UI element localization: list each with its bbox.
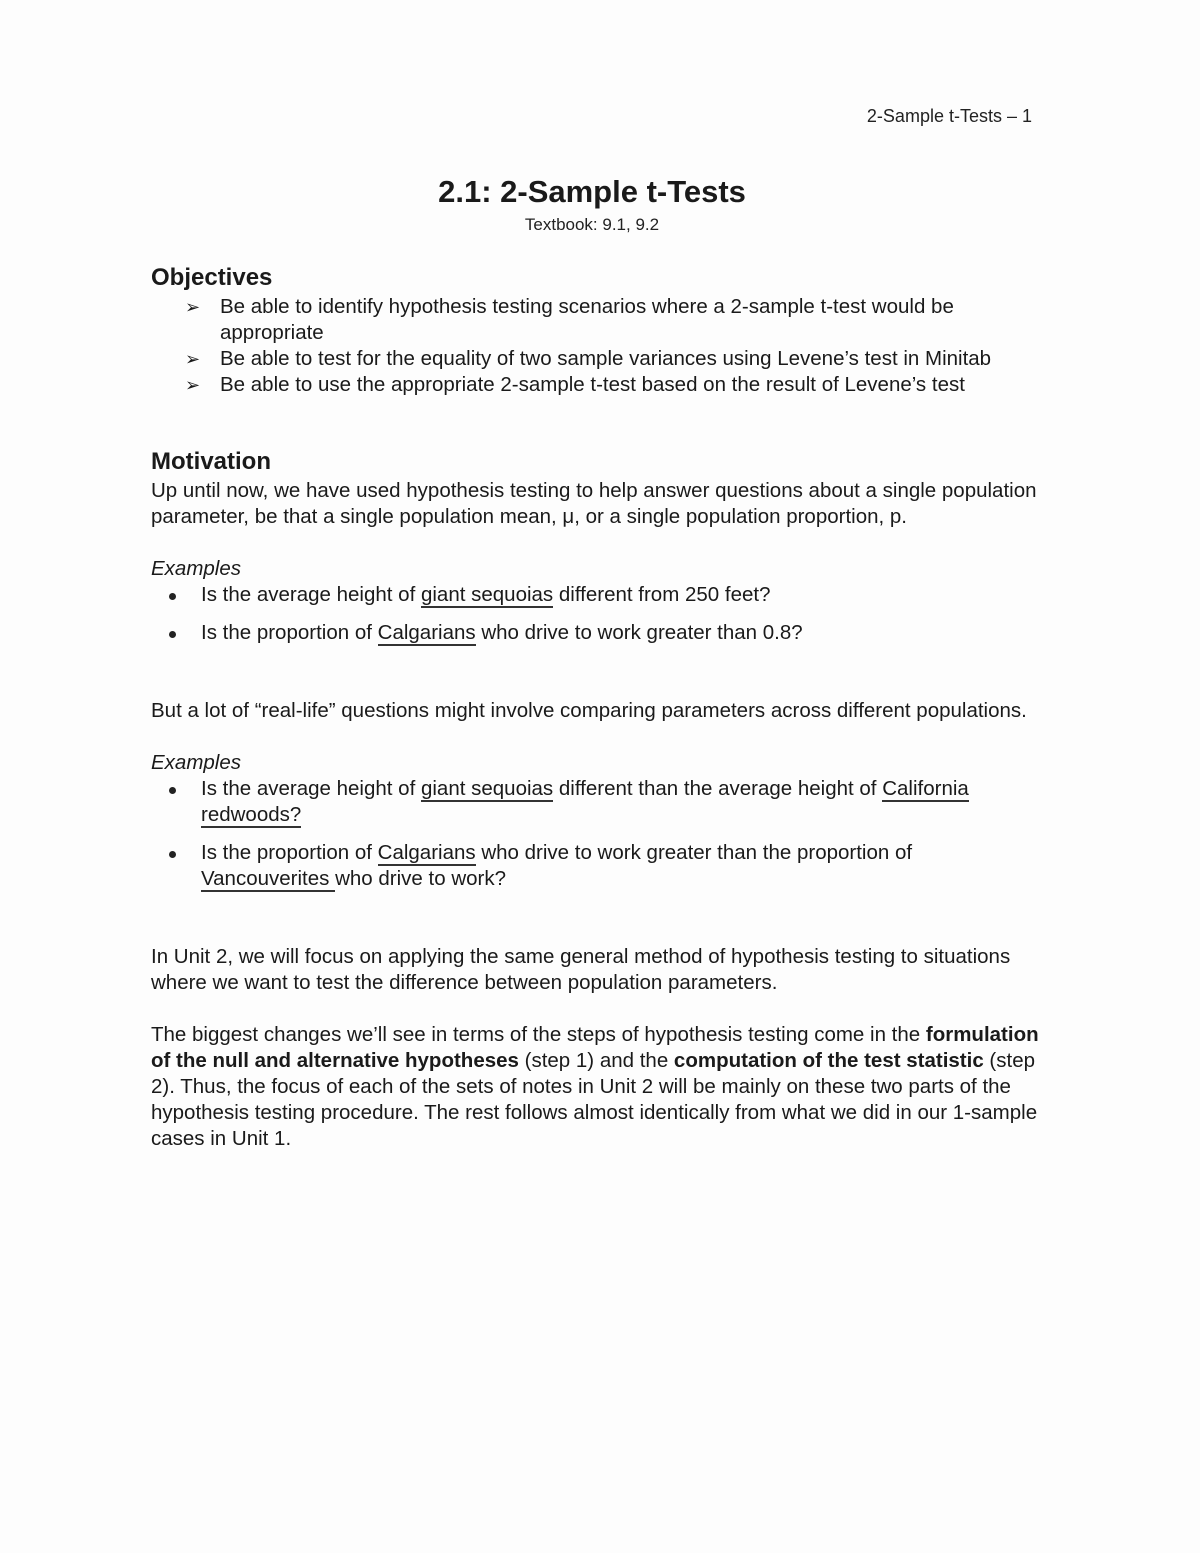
bullet-dot-icon <box>169 631 176 638</box>
objective-text: Be able to test for the equality of two sample variances using Levene’s test in Minitab <box>220 347 992 370</box>
document-body <box>151 262 1041 1152</box>
arrow-bullet-icon: ➢ <box>185 349 201 369</box>
examples-label: Examples <box>151 557 242 580</box>
paragraph-unit-2: In Unit 2, we will focus on applying the same general method of hypothesis testing to situations where we want to test the difference between population parameters. <box>151 945 1011 994</box>
motivation-intro: Up until now, we have used hypothesis testing to help answer questions about a single population parameter, be that a single population mean, μ, or a single population proportion, p. <box>151 479 1037 528</box>
example-text-pre: Is the average height of <box>201 777 421 800</box>
examples-label: Examples <box>151 751 242 774</box>
example-item <box>151 840 1041 892</box>
example-text-pre: Is the proportion of <box>201 621 378 644</box>
example-text-post: different from 250 feet? <box>553 583 771 606</box>
example-item <box>151 582 1041 608</box>
example-text-post: who drive to work greater than 0.8? <box>475 621 803 644</box>
arrow-bullet-icon: ➢ <box>185 297 201 317</box>
paragraph-real-life: But a lot of “real-life” questions might involve comparing parameters across different populations. <box>151 699 1027 722</box>
example-text-mid: who drive to work greater than the proportion of <box>475 841 913 864</box>
motivation-heading: Motivation <box>151 448 271 475</box>
objectives-heading: Objectives <box>151 264 273 291</box>
examples-list <box>151 776 1041 892</box>
arrow-bullet-icon: ➢ <box>185 375 201 395</box>
underlined-term: Calgarians <box>377 621 476 644</box>
underlined-term: Vancouverites <box>201 867 336 890</box>
objective-item <box>151 346 1041 372</box>
example-text-post: who drive to work? <box>335 867 507 890</box>
textbook-reference: Textbook: 9.1, 9.2 <box>524 215 660 234</box>
example-text-pre: Is the average height of <box>201 583 421 606</box>
underlined-term: California redwoods? <box>201 777 969 826</box>
text-run: (step 1) and the <box>518 1049 674 1072</box>
bullet-dot-icon <box>169 787 176 794</box>
example-item <box>151 776 1041 828</box>
running-header: 2-Sample t-Tests – 1 <box>866 106 1032 126</box>
text-run: (step 2). Thus, the focus of each of the sets of notes in Unit 2 will be mainly on these two parts of the hypothesis testing procedure. The rest follows almost identically from what we did in our 1-sample cases in Unit 1. <box>151 1049 1038 1150</box>
objective-text: Be able to use the appropriate 2-sample t-test based on the result of Levene’s test <box>220 373 965 396</box>
objective-item <box>151 372 1041 398</box>
example-text-pre: Is the proportion of <box>201 841 378 864</box>
bold-term: formulation of the null and alternative hypotheses <box>151 1023 1039 1072</box>
underlined-term: Calgarians <box>377 841 476 864</box>
underlined-term: giant sequoias <box>420 583 554 606</box>
paragraph-biggest-changes <box>151 1022 1041 1152</box>
objective-item <box>151 294 1041 346</box>
examples-list <box>151 582 1041 646</box>
objectives-list <box>151 294 1041 398</box>
underlined-term: giant sequoias <box>420 777 554 800</box>
objective-text: Be able to identify hypothesis testing scenarios where a 2-sample t-test would be appropriate <box>220 295 954 344</box>
example-text-mid: different than the average height of <box>553 777 883 800</box>
bold-term: computation of the test statistic <box>673 1049 984 1072</box>
example-item <box>151 620 1041 646</box>
bullet-dot-icon <box>169 593 176 600</box>
text-run: The biggest changes we’ll see in terms of the steps of hypothesis testing come in the <box>151 1023 926 1046</box>
page-title: 2.1: 2-Sample t-Tests <box>438 174 746 209</box>
bullet-dot-icon <box>169 851 176 858</box>
